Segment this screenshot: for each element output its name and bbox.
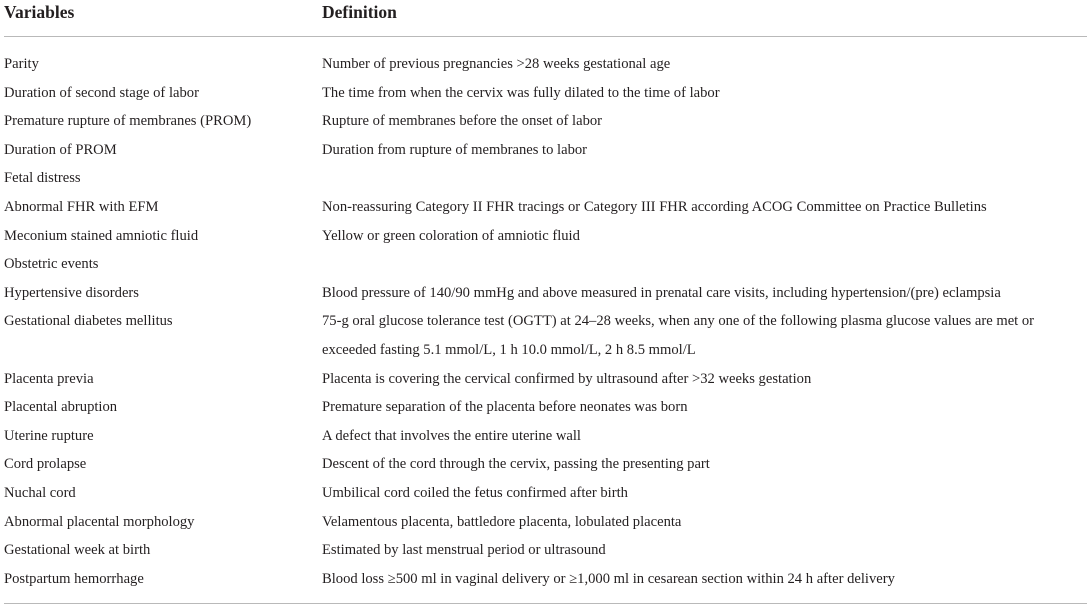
table-row [4,279,1087,308]
table-header-row [4,0,1087,37]
table-row [4,107,1087,136]
variable-cell: Abnormal FHR with EFM [4,198,159,215]
definition-line: Estimated by last menstrual period or ultrasound [322,542,606,559]
variable-cell: Hypertensive disorders [4,284,139,301]
table-row [4,565,1087,594]
variable-cell: Duration of PROM [4,141,117,158]
table-row [4,193,1087,222]
variable-cell: Postpartum hemorrhage [4,570,144,587]
definition-line: Placenta is covering the cervical confirmed by ultrasound after >32 weeks gestation [322,370,812,387]
table-row [4,136,1087,165]
header-variables: Variables [4,2,75,22]
definition-cell [322,365,1087,394]
table-body [4,50,1087,593]
definition-line: Yellow or green coloration of amniotic fluid [322,227,580,244]
table-row [4,508,1087,537]
definition-line: A defect that involves the entire uterine wall [322,427,581,444]
table-row [4,536,1087,565]
definition-cell [322,536,1087,565]
definition-cell [322,393,1087,422]
definition-cell [322,508,1087,537]
definition-cell [322,164,1087,193]
variable-cell: Fetal distress [4,170,81,187]
definition-cell [322,107,1087,136]
variable-cell: Nuchal cord [4,484,76,501]
definition-line: Umbilical cord coiled the fetus confirmed after birth [322,484,628,501]
definition-cell [322,250,1087,279]
definition-cell [322,193,1087,222]
variable-cell: Cord prolapse [4,456,87,473]
definition-line: Non-reassuring Category II FHR tracings or Category III FHR according ACOG Committee on Practice Bulletins [322,198,987,215]
variable-cell: Placenta previa [4,370,94,387]
variable-cell: Duration of second stage of labor [4,84,199,101]
table-row [4,365,1087,394]
variable-cell: Uterine rupture [4,427,94,444]
definition-cell [322,222,1087,251]
table-row [4,79,1087,108]
header-definition: Definition [322,2,397,22]
table-row [4,479,1087,508]
variable-cell: Premature rupture of membranes (PROM) [4,113,252,130]
table-row [4,50,1087,79]
variable-cell: Abnormal placental morphology [4,513,195,530]
table-row [4,307,1087,364]
definition-line: Descent of the cord through the cervix, passing the presenting part [322,456,710,473]
table-row [4,450,1087,479]
table-row [4,164,1087,193]
table-row [4,250,1087,279]
definition-line: The time from when the cervix was fully dilated to the time of labor [322,84,720,101]
definition-line: Blood pressure of 140/90 mmHg and above measured in prenatal care visits, including hypertension/(pre) eclampsia [322,284,1001,301]
definition-cell [322,136,1087,165]
definition-line: Rupture of membranes before the onset of labor [322,113,603,130]
variable-cell: Obstetric events [4,256,99,273]
table-row [4,422,1087,451]
definition-cell [322,565,1087,594]
definition-cell [322,422,1087,451]
table-bottom-rule [4,603,1087,604]
variable-cell: Placental abruption [4,399,118,416]
definition-line: Velamentous placenta, battledore placenta, lobulated placenta [322,513,682,530]
variable-cell: Parity [4,56,39,72]
definition-line: Duration from rupture of membranes to labor [322,141,588,158]
definition-line: Premature separation of the placenta before neonates was born [322,399,688,416]
definition-cell [322,479,1087,508]
definition-cell [322,279,1087,308]
definition-cell [322,307,1087,364]
variable-cell: Gestational week at birth [4,542,151,559]
variable-cell: Meconium stained amniotic fluid [4,227,199,244]
variable-cell: Gestational diabetes mellitus [4,313,173,330]
definition-line: Number of previous pregnancies >28 weeks gestational age [322,56,671,72]
definition-line: Blood loss ≥500 ml in vaginal delivery or ≥1,000 ml in cesarean section within 24 h after delivery [322,570,895,587]
definition-cell [322,79,1087,108]
definition-cell [322,50,1087,79]
table-row [4,222,1087,251]
definition-line: exceeded fasting 5.1 mmol/L, 1 h 10.0 mmol/L, 2 h 8.5 mmol/L [322,341,696,358]
definition-cell [322,450,1087,479]
definition-line: 75-g oral glucose tolerance test (OGTT) at 24–28 weeks, when any one of the following plasma glucose values are met or [322,313,1035,330]
table-row [4,393,1087,422]
